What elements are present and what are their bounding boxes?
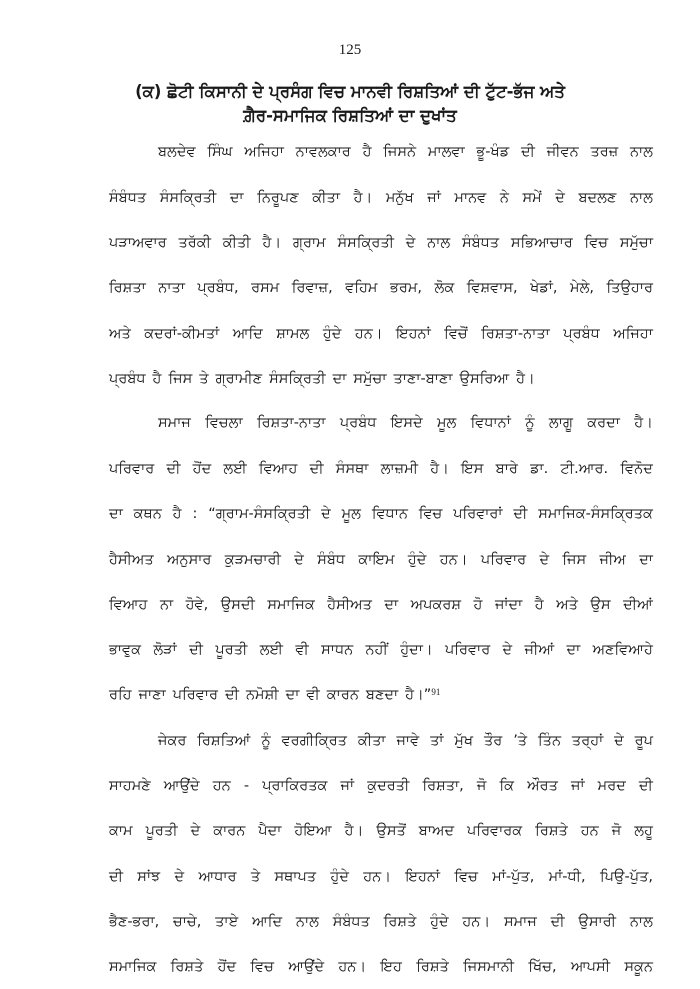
text-line: ਭਾਵੁਕ ਲੋੜਾਂ ਦੀ ਪੂਰਤੀ ਲਈ ਵੀ ਸਾਧਨ ਨਹੀਂ ਹੁੰਦਾ। ਪਰਿਵਾਰ ਦੇ ਜੀਆਂ ਦਾ ਅਣਵਿਆਹੇ — [109, 642, 653, 658]
text-line: ਵਿਆਹ ਨਾ ਹੋਵੇ, ਉਸਦੀ ਸਮਾਜਿਕ ਹੈਸੀਅਤ ਦਾ ਅਪਕਰਸ਼ ਹੋ ਜਾਂਦਾ ਹੈ ਅਤੇ ਉਸ ਦੀਆਂ — [109, 597, 653, 613]
text-line: ਪਰਿਵਾਰ ਦੀ ਹੋਂਦ ਲਈ ਵਿਆਹ ਦੀ ਸੰਸਥਾ ਲਾਜ਼ਮੀ ਹੈ। ਇਸ ਬਾਰੇ ਡਾ. ਟੀ.ਆਰ. ਵਿਨੋਦ — [109, 461, 653, 477]
text-line: ਸਾਹਮਣੇ ਆਉਂਦੇ ਹਨ - ਪ੍ਰਾਕਿਰਤਕ ਜਾਂ ਕੁਦਰਤੀ ਰਿਸ਼ਤਾ, ਜੋ ਕਿ ਔਰਤ ਜਾਂ ਮਰਦ ਦੀ — [109, 778, 653, 794]
text-line: ਪ੍ਰਬੰਧ ਹੈ ਜਿਸ ਤੇ ਗ੍ਰਾਮੀਣ ਸੰਸਕ੍ਰਿਤੀ ਦਾ ਸਮੁੱਚਾ ਤਾਣਾ-ਬਾਣਾ ਉਸਰਿਆ ਹੈ। — [109, 371, 535, 387]
footnote-marker: 91 — [431, 687, 441, 697]
text-line: ਸਮਾਜਿਕ ਰਿਸ਼ਤੇ ਹੋਂਦ ਵਿਚ ਆਉਂਦੇ ਹਨ। ਇਹ ਰਿਸ਼ਤੇ ਜਿਸਮਾਨੀ ਖਿੱਚ, ਆਪਸੀ ਸਕੂਨ — [109, 959, 653, 975]
heading-line-1: (ਕ) ਛੋਟੀ ਕਿਸਾਨੀ ਦੇ ਪ੍ਰਸੰਗ ਵਿਚ ਮਾਨਵੀ ਰਿਸ਼ਤਿਆਂ ਦੀ ਟੁੱਟ-ਭੱਜ ਅਤੇ — [135, 82, 565, 101]
text-line: ਭੈਣ-ਭਰਾ, ਚਾਚੇ, ਤਾਏ ਆਦਿ ਨਾਲ ਸੰਬੰਧਤ ਰਿਸ਼ਤੇ ਹੁੰਦੇ ਹਨ। ਸਮਾਜ ਦੀ ਉਸਾਰੀ ਨਾਲ — [109, 914, 653, 930]
text-line: ਹੈਸੀਅਤ ਅਨੁਸਾਰ ਕੁੜਮਚਾਰੀ ਦੇ ਸੰਬੰਧ ਕਾਇਮ ਹੁੰਦੇ ਹਨ। ਪਰਿਵਾਰ ਦੇ ਜਿਸ ਜੀਅ ਦਾ — [109, 552, 653, 568]
text-line: ਸਮਾਜ ਵਿਚਲਾ ਰਿਸ਼ਤਾ-ਨਾਤਾ ਪ੍ਰਬੰਧ ਇਸਦੇ ਮੂਲ ਵਿਧਾਨਾਂ ਨੂੰ ਲਾਗੂ ਕਰਦਾ ਹੈ। — [158, 415, 653, 431]
page-number: 125 — [338, 42, 362, 58]
text-line: ਸੰਬੰਧਤ ਸੰਸਕ੍ਰਿਤੀ ਦਾ ਨਿਰੂਪਣ ਕੀਤਾ ਹੈ। ਮਨੁੱਖ ਜਾਂ ਮਾਨਵ ਨੇ ਸਮੇਂ ਦੇ ਬਦਲਣ ਨਾਲ — [109, 190, 653, 206]
text-line: ਅਤੇ ਕਦਰਾਂ-ਕੀਮਤਾਂ ਆਦਿ ਸ਼ਾਮਲ ਹੁੰਦੇ ਹਨ। ਇਹਨਾਂ ਵਿਚੋਂ ਰਿਸ਼ਤਾ-ਨਾਤਾ ਪ੍ਰਬੰਧ ਅਜਿਹਾ — [109, 326, 653, 342]
text-line: ਜੇਕਰ ਰਿਸ਼ਤਿਆਂ ਨੂੰ ਵਰਗੀਕ੍ਰਿਤ ਕੀਤਾ ਜਾਵੇ ਤਾਂ ਮੁੱਖ ਤੌਰ ’ਤੇ ਤਿੰਨ ਤਰ੍ਹਾਂ ਦੇ ਰੂਪ — [158, 733, 653, 749]
text-line: ਬਲਦੇਵ ਸਿੰਘ ਅਜਿਹਾ ਨਾਵਲਕਾਰ ਹੈ ਜਿਸਨੇ ਮਾਲਵਾ ਭੂ-ਖੰਡ ਦੀ ਜੀਵਨ ਤਰਜ਼ ਨਾਲ — [158, 144, 653, 160]
text-line: ਪੜਾਅਵਾਰ ਤਰੱਕੀ ਕੀਤੀ ਹੈ। ਗ੍ਰਾਮ ਸੰਸਕ੍ਰਿਤੀ ਦੇ ਨਾਲ ਸੰਬੰਧਤ ਸਭਿਆਚਾਰ ਵਿਚ ਸਮੁੱਚਾ — [109, 235, 653, 251]
text-line: ਦਾ ਕਥਨ ਹੈ : “ਗ੍ਰਾਮ-ਸੰਸਕ੍ਰਿਤੀ ਦੇ ਮੂਲ ਵਿਧਾਨ ਵਿਚ ਪਰਿਵਾਰਾਂ ਦੀ ਸਮਾਜਿਕ-ਸੰਸਕ੍ਰਿਤਕ — [109, 506, 653, 522]
text-line: ਦੀ ਸਾਂਝ ਦੇ ਆਧਾਰ ਤੇ ਸਥਾਪਤ ਹੁੰਦੇ ਹਨ। ਇਹਨਾਂ ਵਿਚ ਮਾਂ-ਪੁੱਤ, ਮਾਂ-ਧੀ, ਪਿਉ-ਪੁੱਤ, — [109, 869, 653, 885]
text-line: ਕਾਮ ਪੂਰਤੀ ਦੇ ਕਾਰਨ ਪੈਦਾ ਹੋਇਆ ਹੈ। ਉਸਤੋਂ ਬਾਅਦ ਪਰਿਵਾਰਕ ਰਿਸ਼ਤੇ ਹਨ ਜੋ ਲਹੂ — [109, 823, 653, 839]
text-line: ਰਿਸ਼ਤਾ ਨਾਤਾ ਪ੍ਰਬੰਧ, ਰਸਮ ਰਿਵਾਜ਼, ਵਹਿਮ ਭਰਮ, ਲੋਕ ਵਿਸ਼ਵਾਸ, ਖੇਡਾਂ, ਮੇਲੇ, ਤਿਉਹਾਰ — [109, 280, 653, 296]
text-line: ਰਹਿ ਜਾਣਾ ਪਰਿਵਾਰ ਦੀ ਨਮੋਸ਼ੀ ਦਾ ਵੀ ਕਾਰਨ ਬਣਦਾ ਹੈ।”$^{91}$ — [109, 687, 441, 703]
heading-line-2: ਗ਼ੈਰ-ਸਮਾਜਿਕ ਰਿਸ਼ਤਿਆਂ ਦਾ ਦੁਖਾਂਤ — [243, 106, 457, 125]
section-heading — [100, 80, 600, 128]
